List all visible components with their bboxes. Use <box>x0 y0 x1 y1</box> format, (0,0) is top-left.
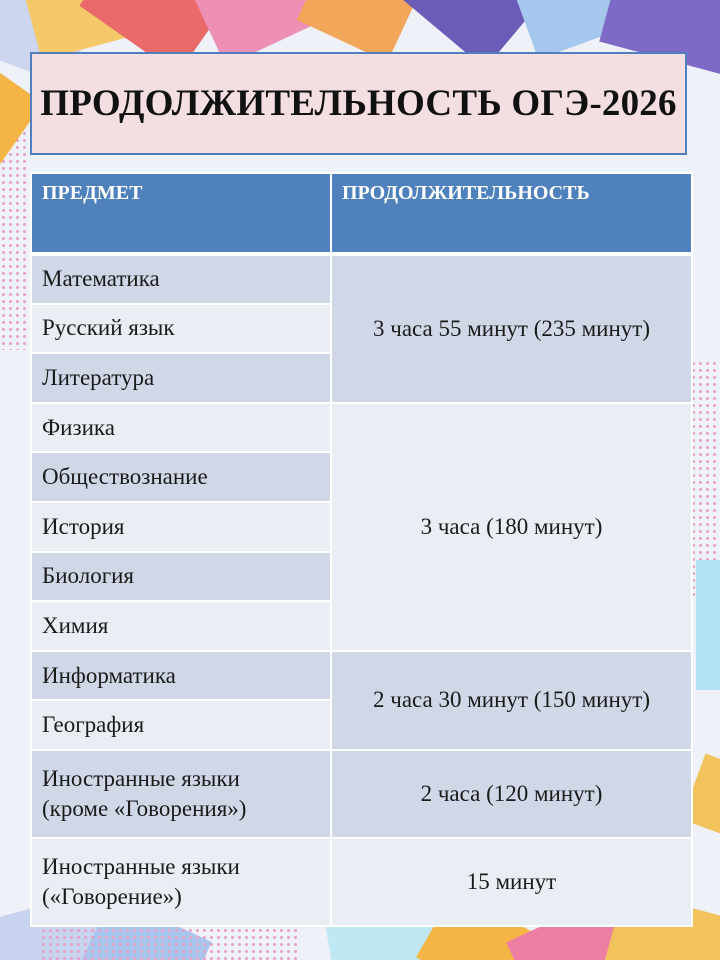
subject-cell: Информатика <box>31 651 331 701</box>
bg-dots <box>0 130 30 350</box>
page-title: ПРОДОЛЖИТЕЛЬНОСТЬ ОГЭ-2026 <box>40 83 677 124</box>
table-header-row <box>31 173 692 254</box>
duration-cell: 3 часа (180 минут) <box>331 403 692 651</box>
duration-cell: 3 часа 55 минут (235 минут) <box>331 254 692 403</box>
table-row <box>31 403 692 453</box>
subject-cell: Иностранные языки («Говорение») <box>31 838 331 926</box>
table-row <box>31 651 692 701</box>
header-subject: ПРЕДМЕТ <box>31 173 331 254</box>
title-box <box>30 52 687 155</box>
subject-cell: Литература <box>31 353 331 403</box>
bg-shape <box>696 560 720 690</box>
subject-cell: Математика <box>31 254 331 304</box>
subject-cell: География <box>31 700 331 750</box>
header-duration: ПРОДОЛЖИТЕЛЬНОСТЬ <box>331 173 692 254</box>
subject-cell: Физика <box>31 403 331 453</box>
subject-cell: История <box>31 502 331 552</box>
duration-cell: 2 часа (120 минут) <box>331 750 692 838</box>
duration-cell: 15 минут <box>331 838 692 926</box>
table-row <box>31 838 692 926</box>
subject-cell: Биология <box>31 552 331 602</box>
duration-cell: 2 часа 30 минут (150 минут) <box>331 651 692 750</box>
table-row <box>31 750 692 838</box>
subject-cell: Иностранные языки (кроме «Говорения») <box>31 750 331 838</box>
table-row <box>31 254 692 304</box>
subject-cell: Обществознание <box>31 452 331 502</box>
subject-cell: Химия <box>31 601 331 651</box>
duration-table <box>30 172 693 927</box>
subject-cell: Русский язык <box>31 304 331 354</box>
